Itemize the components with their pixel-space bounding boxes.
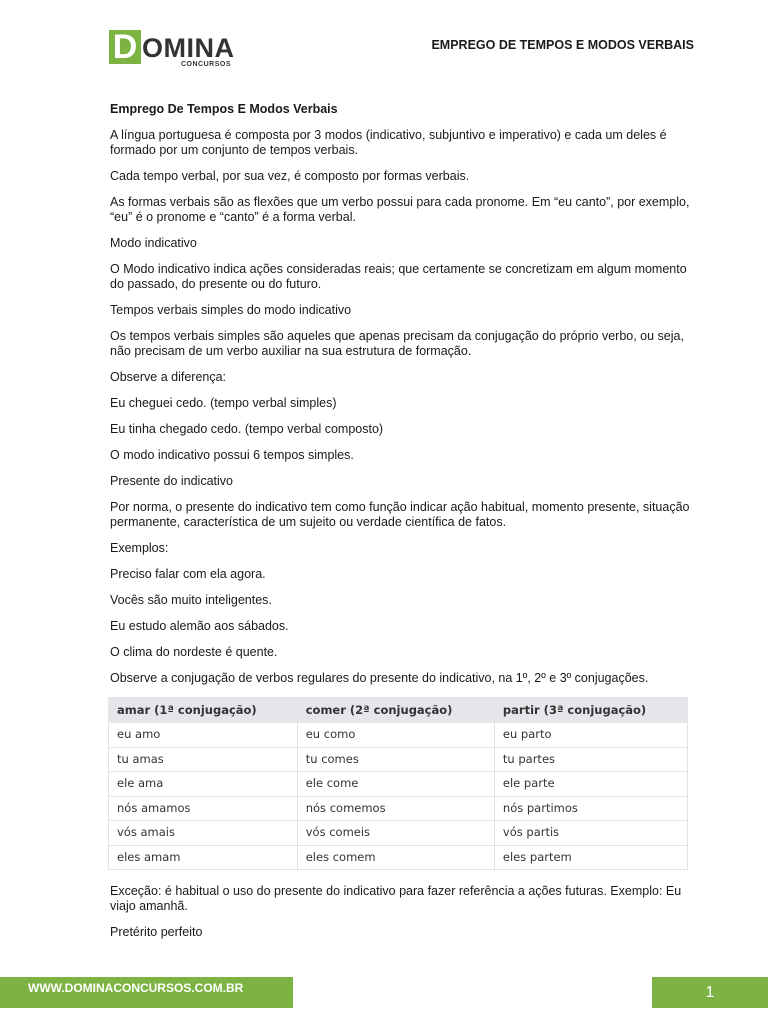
table-header-row	[109, 698, 688, 723]
paragraph: Eu tinha chegado cedo. (tempo verbal composto)	[110, 422, 384, 436]
domina-logo	[109, 28, 235, 70]
table-cell: vós partis	[494, 821, 687, 846]
table-cell: vós amais	[109, 821, 298, 846]
table-cell: tu partes	[494, 747, 687, 772]
column-header: comer (2ª conjugação)	[297, 698, 494, 723]
paragraph: Exceção: é habitual o uso do presente do indicativo para fazer referência a ações futuras. Exemplo: Eu viajo amanhã.	[110, 884, 682, 913]
article-heading: Emprego De Tempos E Modos Verbais	[110, 102, 338, 116]
logo-initial: D	[109, 30, 141, 64]
paragraph: Observe a diferença:	[110, 370, 227, 384]
paragraph: As formas verbais são as flexões que um verbo possui para cada pronome. Em “eu canto”, por exemplo, “eu” é o pronome e “canto” é a forma verbal.	[110, 195, 690, 224]
table-cell: eles amam	[109, 845, 298, 870]
paragraph: O clima do nordeste é quente.	[110, 645, 278, 659]
column-header: partir (3ª conjugação)	[494, 698, 687, 723]
logo-subtitle: CONCURSOS	[181, 61, 232, 68]
paragraph: Eu cheguei cedo. (tempo verbal simples)	[110, 396, 337, 410]
paragraph: O modo indicativo possui 6 tempos simples.	[110, 448, 354, 462]
paragraph: Os tempos verbais simples são aqueles que apenas precisam da conjugação do próprio verbo, ou seja, não precisam de um verbo auxiliar na sua estrutura de formação.	[110, 329, 684, 358]
logo-wordmark: OMINA	[142, 33, 235, 63]
paragraph: Pretérito perfeito	[110, 925, 203, 939]
table-row	[109, 772, 688, 797]
table-cell: eu amo	[109, 723, 298, 748]
article-body	[110, 102, 695, 951]
table-cell: ele ama	[109, 772, 298, 797]
page-number: 1	[652, 977, 768, 1008]
table-cell: nós comemos	[297, 796, 494, 821]
table-cell: tu comes	[297, 747, 494, 772]
paragraph: Observe a conjugação de verbos regulares do presente do indicativo, na 1º, 2º e 3º conjugações.	[110, 671, 649, 685]
paragraph: O Modo indicativo indica ações consideradas reais; que certamente se concretizam em algum momento do passado, do presente ou do futuro.	[110, 262, 687, 291]
table-row	[109, 747, 688, 772]
paragraph: Por norma, o presente do indicativo tem como função indicar ação habitual, momento presente, situação permanente, característica de um sujeito ou verdade científica de fatos.	[110, 500, 690, 529]
table-cell: nós partimos	[494, 796, 687, 821]
paragraph: Vocês são muito inteligentes.	[110, 593, 272, 607]
table-row	[109, 821, 688, 846]
paragraph: A língua portuguesa é composta por 3 modos (indicativo, subjuntivo e imperativo) e cada um deles é formado por um conjunto de tempos verbais.	[110, 128, 667, 157]
paragraph: Presente do indicativo	[110, 474, 233, 488]
table-cell: eles partem	[494, 845, 687, 870]
document-header-title: EMPREGO DE TEMPOS E MODOS VERBAIS	[431, 38, 694, 52]
paragraph: Tempos verbais simples do modo indicativo	[110, 303, 352, 317]
table-cell: ele parte	[494, 772, 687, 797]
paragraph: Eu estudo alemão aos sábados.	[110, 619, 289, 633]
table-row	[109, 845, 688, 870]
footer-url: WWW.DOMINACONCURSOS.COM.BR	[0, 977, 293, 1008]
table-cell: eu como	[297, 723, 494, 748]
table-cell: eles comem	[297, 845, 494, 870]
paragraph: Cada tempo verbal, por sua vez, é composto por formas verbais.	[110, 169, 470, 183]
table-cell: ele come	[297, 772, 494, 797]
paragraph: Preciso falar com ela agora.	[110, 567, 266, 581]
table-cell: tu amas	[109, 747, 298, 772]
conjugation-table	[108, 697, 688, 870]
table-cell: vós comeis	[297, 821, 494, 846]
paragraph: Modo indicativo	[110, 236, 197, 250]
column-header: amar (1ª conjugação)	[109, 698, 298, 723]
table-cell: nós amamos	[109, 796, 298, 821]
table-cell: eu parto	[494, 723, 687, 748]
table-row	[109, 723, 688, 748]
paragraph: Exemplos:	[110, 541, 169, 555]
table-row	[109, 796, 688, 821]
